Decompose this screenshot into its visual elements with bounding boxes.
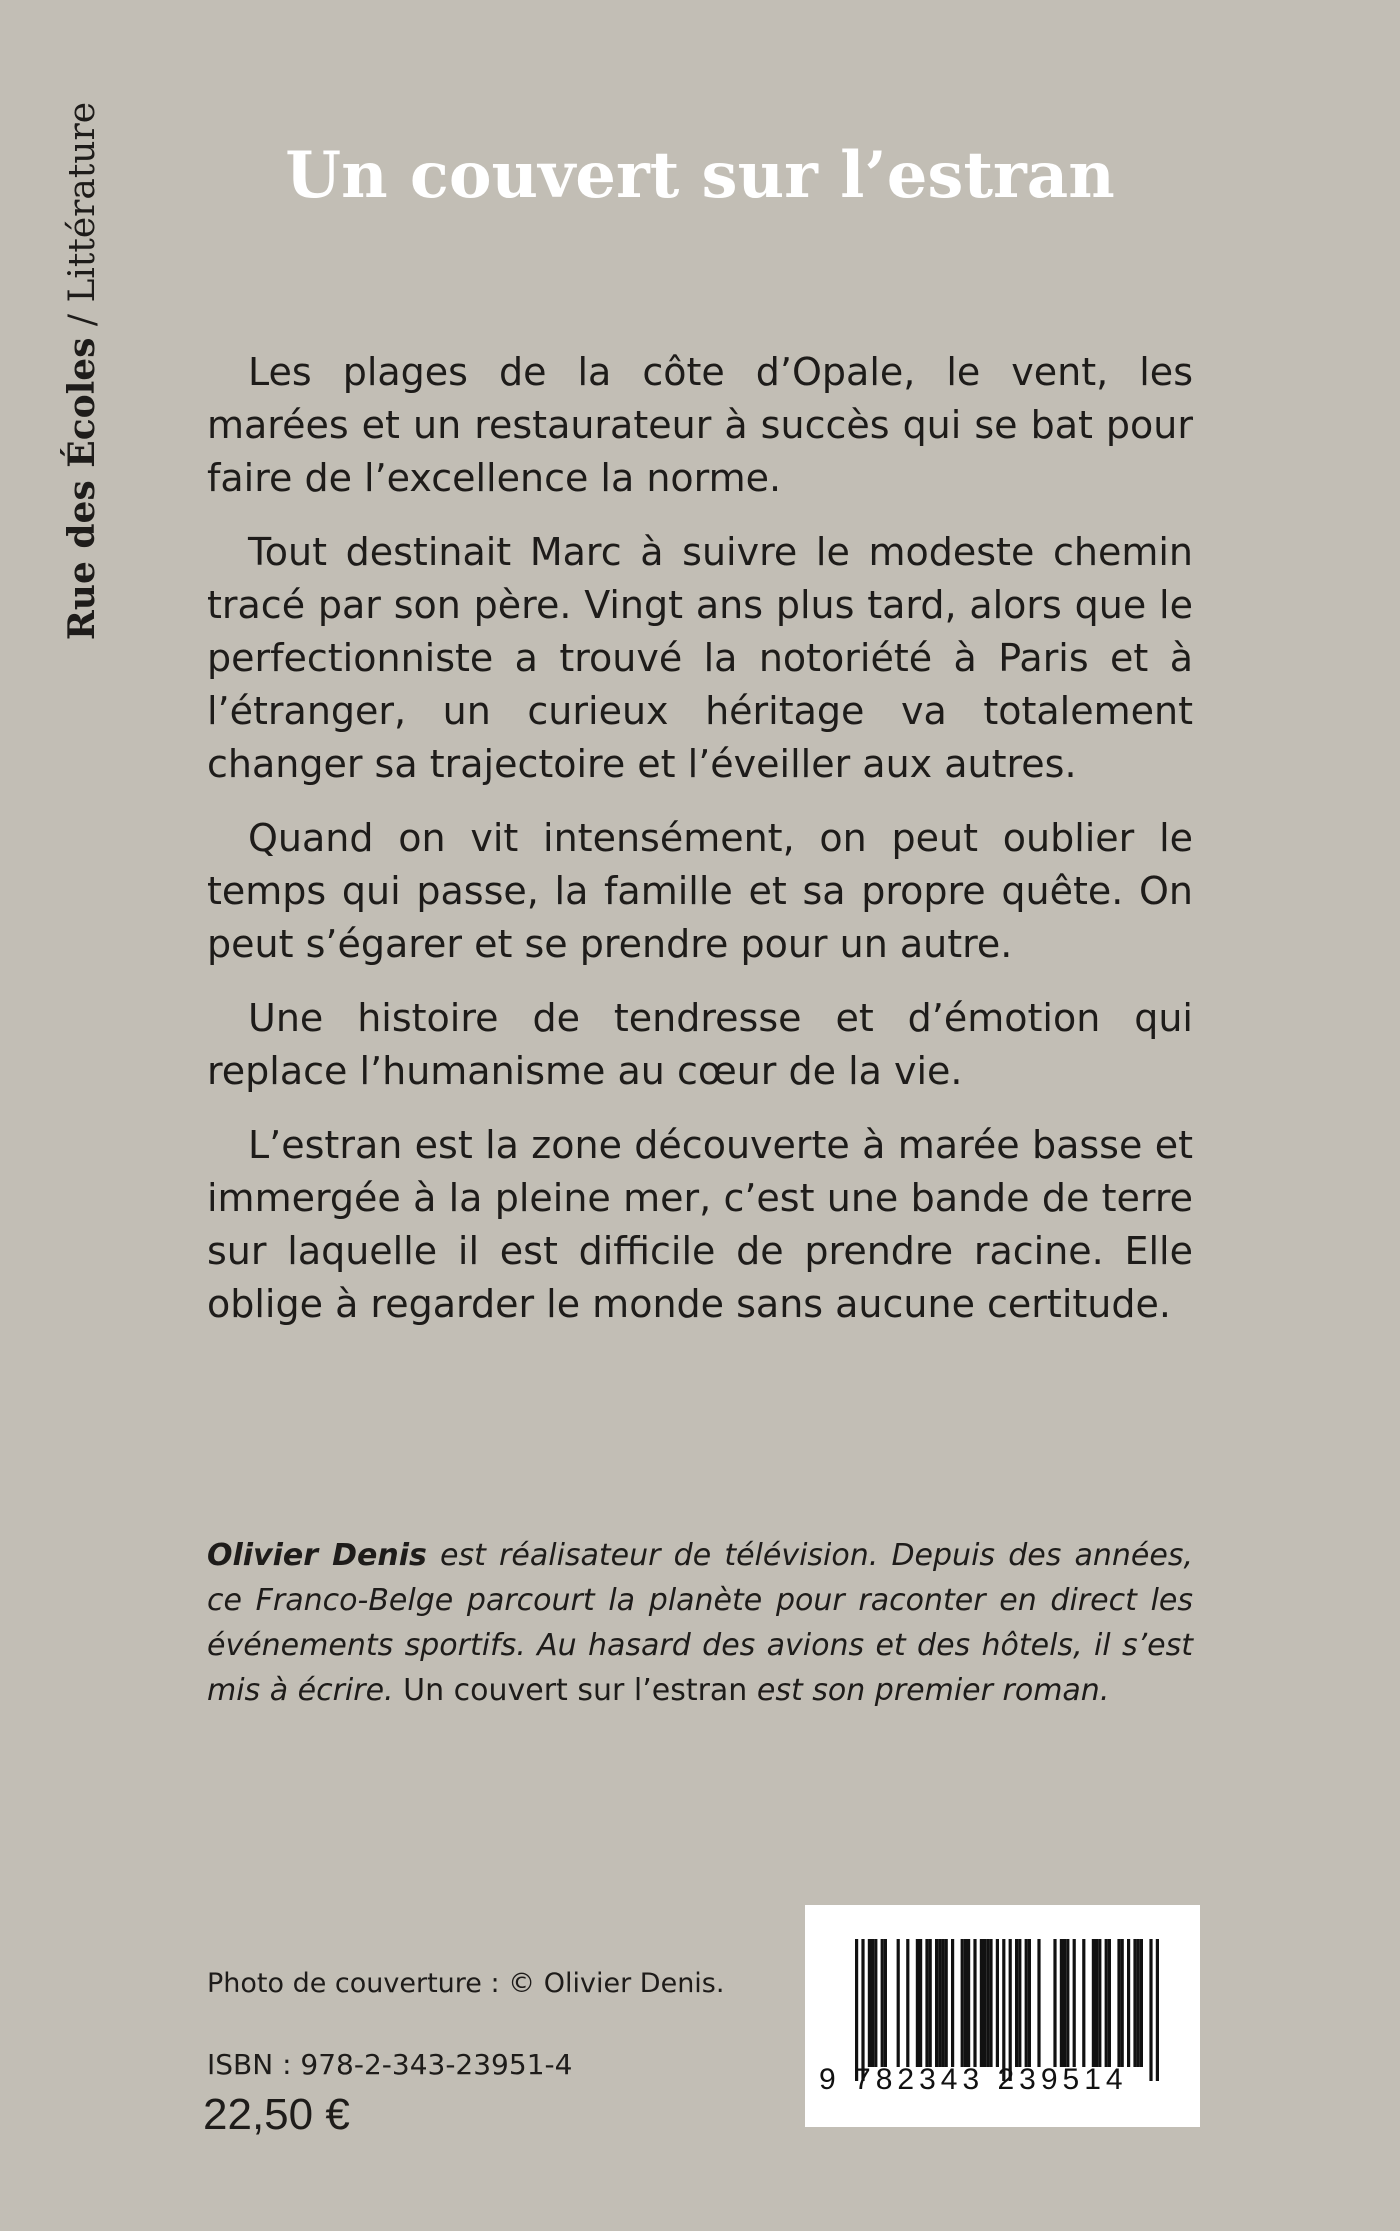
price: 22,50 € — [203, 2090, 350, 2139]
barcode-bar — [938, 1939, 941, 2067]
barcode-bar — [996, 1939, 999, 2067]
blurb — [207, 346, 1193, 1352]
barcode-bar — [861, 1939, 864, 2081]
bio-text-end: est son premier roman. — [747, 1673, 1110, 1708]
blurb-paragraph: Une histoire de tendresse et d’émotion qui replace l’humanisme au cœur de la vie. — [207, 996, 1193, 1093]
spine-text — [52, 102, 112, 641]
barcode-bar — [961, 1939, 964, 2067]
barcode-bar — [925, 1939, 928, 2067]
series-name: Rue des Écoles — [61, 337, 103, 641]
barcode-bar — [980, 1939, 983, 2067]
barcode-bar — [1082, 1939, 1085, 2067]
barcode-bar — [986, 1939, 989, 2067]
photo-credit: Photo de couverture : © Olivier Denis. — [207, 1968, 725, 1999]
barcode-bar — [983, 1939, 986, 2067]
barcode-bar — [1105, 1939, 1108, 2067]
barcode-bar — [1018, 1939, 1021, 2067]
barcode-bar — [1149, 1939, 1152, 2081]
bio-text: est réalisateur de télévision. Depuis des années, ce Franco-Belge parcourt la planète pour raconter en direct les événements sportifs. Au hasard des avions et des hôtels, il s’est mis à écrire. — [207, 1538, 1193, 1708]
barcode-bar — [1095, 1939, 1098, 2067]
barcode-bar — [973, 1939, 976, 2067]
barcode-bar — [945, 1939, 948, 2067]
barcode-bar — [1092, 1939, 1095, 2067]
isbn: ISBN : 978-2-343-23951-4 — [207, 2048, 573, 2081]
barcode-digits: 9 782343 239514 — [819, 2063, 1128, 2096]
barcode-bar — [1009, 1939, 1012, 2081]
category-name: Littérature — [61, 102, 103, 303]
barcode-bar — [1015, 1939, 1018, 2067]
barcode-bar — [951, 1939, 954, 2067]
barcode-bar — [919, 1939, 922, 2067]
barcode-bar — [1127, 1939, 1130, 2067]
bio-book-title: Un couvert sur l’estran — [403, 1673, 748, 1708]
barcode-bar — [1037, 1939, 1040, 2067]
barcode-bar — [1140, 1939, 1143, 2067]
barcode-bar — [1133, 1939, 1136, 2067]
barcode-bar — [881, 1939, 884, 2067]
barcode-bar — [1028, 1939, 1031, 2067]
blurb-paragraph: L’estran est la zone découverte à marée basse et immergée à la pleine mer, c’est une bande de terre sur laquelle il est difficile de prendre racine. Elle oblige à regarder le monde sans aucune certitude. — [207, 1123, 1193, 1326]
barcode-bar — [1066, 1939, 1069, 2067]
author-name: Olivier Denis — [207, 1538, 427, 1573]
author-bio — [207, 1533, 1193, 1713]
barcode-bar — [884, 1939, 887, 2067]
barcode-bar — [935, 1939, 938, 2067]
barcode-bar — [916, 1939, 919, 2067]
barcode-bar — [1073, 1939, 1076, 2067]
spine-label — [52, 102, 112, 641]
barcode-bar — [1108, 1939, 1111, 2067]
barcode-bar — [1025, 1939, 1028, 2067]
barcode-bar — [964, 1939, 967, 2067]
blurb-paragraph: Les plages de la côte d’Opale, le vent, les marées et un restaurateur à succès qui se bat pour faire de l’excellence la norme. — [207, 350, 1193, 500]
barcode-bar — [906, 1939, 909, 2067]
barcode-bar — [1063, 1939, 1066, 2067]
barcode-bar — [1117, 1939, 1120, 2067]
blurb-paragraph: Tout destinait Marc à suivre le modeste chemin tracé par son père. Vingt ans plus tard, alors que le perfectionniste a trouvé la notoriété à Paris et à l’étranger, un curieux héritage va totalement changer sa trajectoire et l’éveiller aux autres. — [207, 530, 1193, 786]
barcode-bar — [1002, 1939, 1005, 2081]
book-title: Un couvert sur l’estran — [285, 138, 1115, 213]
spine-separator: / — [61, 302, 103, 338]
barcode-bar — [871, 1939, 874, 2067]
barcode-bar — [989, 1939, 992, 2067]
barcode-bar — [1098, 1939, 1101, 2067]
barcode-bar — [897, 1939, 900, 2067]
barcode-bar — [941, 1939, 944, 2067]
barcode-bar — [1053, 1939, 1056, 2067]
barcode-bar — [1156, 1939, 1159, 2081]
barcode-bar — [855, 1939, 858, 2081]
barcode-bar — [967, 1939, 970, 2067]
barcode-bar — [868, 1939, 871, 2067]
barcode-bar — [874, 1939, 877, 2067]
barcode-bar — [1060, 1939, 1063, 2067]
barcode-bar — [1137, 1939, 1140, 2067]
blurb-paragraph: Quand on vit intensément, on peut oublier le temps qui passe, la famille et sa propre quête. On peut s’égarer et se prendre pour un autre. — [207, 816, 1193, 966]
barcode — [805, 1905, 1200, 2127]
barcode-bar — [1121, 1939, 1124, 2067]
barcode-bar — [929, 1939, 932, 2067]
